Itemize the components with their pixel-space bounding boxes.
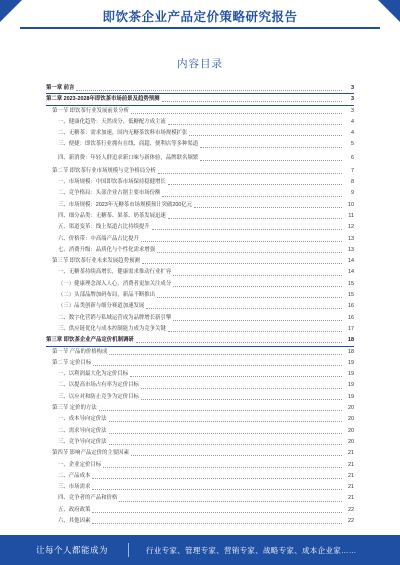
- toc-entry-page: 21: [348, 450, 354, 457]
- toc-entry-page: 3: [351, 85, 354, 91]
- toc-entry[interactable]: [46, 403, 354, 414]
- toc-entry-page: 19: [348, 359, 354, 366]
- toc-entry-page: 13: [348, 246, 354, 253]
- toc-entry[interactable]: [46, 347, 354, 358]
- toc-entry[interactable]: [46, 106, 354, 117]
- toc-entry-page: 15: [348, 292, 354, 299]
- toc-entry[interactable]: [46, 358, 354, 369]
- toc-entry-page: 3: [351, 107, 354, 114]
- toc-entry-page: 14: [348, 269, 354, 276]
- toc-leader-dots: [200, 147, 342, 148]
- toc-entry-label: 四、新消费：年轻人群追求新口味与新体验，品牌联名频繁: [58, 154, 199, 161]
- toc-entry-page: 20: [348, 438, 354, 445]
- toc-leader-dots: [189, 135, 342, 136]
- toc-entry-page: 20: [348, 427, 354, 434]
- toc-leader-dots: [76, 90, 342, 91]
- toc-entry[interactable]: [46, 301, 354, 312]
- toc-entry-label: 二、无糖茶：需求加速，国内无糖茶饮料市场规模扩张: [58, 130, 188, 137]
- toc-entry-page: 4: [351, 130, 354, 137]
- toc-entry[interactable]: [46, 256, 354, 267]
- toc-entry[interactable]: [46, 222, 354, 233]
- toc-entry[interactable]: [46, 313, 354, 324]
- toc-leader-dots: [173, 286, 342, 287]
- toc-leader-dots: [168, 218, 342, 219]
- toc-entry-page: 19: [348, 382, 354, 389]
- toc-leader-dots: [130, 376, 342, 377]
- toc-entry-label: 一、以利润最大化为定价目标: [58, 371, 129, 378]
- toc-leader-dots: [92, 512, 342, 513]
- toc-entry-page: 4: [351, 118, 354, 125]
- toc-entry-page: 10: [348, 201, 354, 208]
- toc-leader-dots: [92, 489, 342, 490]
- toc-entry[interactable]: [46, 177, 354, 188]
- toc-leader-dots: [173, 320, 342, 321]
- toc-leader-dots: [157, 252, 342, 253]
- toc-entry[interactable]: [46, 448, 354, 459]
- toc-entry-label: 第三节 定价的方法: [52, 405, 97, 412]
- toc-leader-dots: [168, 331, 342, 332]
- toc-entry[interactable]: [46, 267, 354, 278]
- toc-leader-dots: [157, 297, 342, 298]
- toc-entry-label: （一）健康理念深入人心，消费者更加关注成分: [58, 280, 172, 287]
- toc-entry-page: 18: [348, 337, 354, 344]
- table-of-contents: [46, 83, 354, 527]
- toc-entry-page: 15: [348, 280, 354, 287]
- toc-leader-dots: [162, 196, 342, 197]
- toc-entry[interactable]: [46, 369, 354, 380]
- toc-entry[interactable]: [46, 392, 354, 403]
- toc-leader-dots: [92, 523, 342, 524]
- toc-entry[interactable]: [46, 516, 354, 527]
- toc-entry[interactable]: [46, 139, 354, 150]
- toc-entry-label: 第二章 2023-2028年即饮茶市场前景及趋势预测: [46, 96, 160, 103]
- toc-entry-page: 18: [348, 348, 354, 355]
- toc-entry-label: 二、产品成本: [58, 472, 91, 479]
- toc-leader-dots: [194, 207, 342, 208]
- toc-leader-dots: [109, 421, 342, 422]
- toc-entry-label: 一、健康化趋势：天然成分、低糖配方成主流: [58, 118, 166, 125]
- toc-leader-dots: [103, 467, 342, 468]
- toc-entry-page: 8: [351, 179, 354, 186]
- toc-entry[interactable]: [46, 437, 354, 448]
- toc-entry-page: 22: [348, 517, 354, 524]
- toc-entry-label: 二、竞争格局：头部企业占据主要市场份额: [58, 190, 161, 197]
- toc-entry[interactable]: [46, 151, 354, 166]
- toc-entry-page: 20: [348, 416, 354, 423]
- toc-entry-label: （三）品类创新与细分赛道加速发展: [58, 303, 145, 310]
- toc-leader-dots: [141, 399, 342, 400]
- toc-leader-dots: [141, 241, 342, 242]
- toc-entry-label: 第三节 即饮茶行业未来发展趋势预测: [52, 258, 140, 265]
- toc-entry[interactable]: [46, 324, 354, 335]
- toc-entry-label: 三、市场规模：2023年无糖茶市场规模预计突破200亿元: [58, 201, 193, 208]
- toc-entry[interactable]: [46, 380, 354, 391]
- footer-divider: [128, 543, 129, 557]
- toc-entry[interactable]: [46, 505, 354, 516]
- toc-leader-dots: [146, 308, 342, 309]
- toc-entry-page: 19: [348, 393, 354, 400]
- toc-entry-page: 6: [351, 154, 354, 161]
- toc-entry-label: 二、以提高市场占有率为定价目标: [58, 382, 139, 389]
- toc-entry-page: 22: [348, 506, 354, 513]
- toc-leader-dots: [168, 124, 342, 125]
- toc-leader-dots: [168, 184, 342, 185]
- toc-heading: 内容目录: [177, 58, 223, 70]
- toc-entry[interactable]: [46, 471, 354, 482]
- toc-entry-page: 21: [348, 461, 354, 468]
- toc-entry-label: 六、其他因素: [58, 517, 91, 524]
- toc-entry-page: 13: [348, 235, 354, 242]
- toc-entry-label: 一、市场规模：中国即饮茶市场保持稳健增长: [58, 179, 166, 186]
- toc-leader-dots: [119, 501, 342, 502]
- toc-entry-label: 第一节 即饮茶行业发展前景分析: [52, 107, 129, 114]
- toc-leader-dots: [200, 160, 342, 161]
- toc-entry-label: 一、企业定价目标: [58, 461, 102, 468]
- toc-entry-label: 七、消费升级：品质化与个性化需求增强: [58, 246, 156, 253]
- toc-entry-page: 21: [348, 484, 354, 491]
- toc-leader-dots: [92, 478, 342, 479]
- toc-entry-label: 三、以应对和防止竞争为定价目标: [58, 393, 139, 400]
- toc-entry[interactable]: [46, 279, 354, 290]
- toc-entry-label: 三、竞争导向定价法: [58, 438, 107, 445]
- toc-leader-dots: [141, 388, 342, 389]
- toc-entry[interactable]: [46, 211, 354, 222]
- toc-entry[interactable]: [46, 482, 354, 493]
- toc-leader-dots: [99, 410, 342, 411]
- toc-entry-page: 19: [348, 371, 354, 378]
- footer-tags: 行业专家、管理专家、营销专家、战略专家、成本企业家……: [146, 546, 357, 555]
- toc-entry[interactable]: [46, 426, 354, 437]
- toc-entry-label: 二、数字化营销与私域运营成为品牌增长新引擎: [58, 314, 172, 321]
- toc-entry-label: 第二节 即饮茶行业市场规模与竞争格局分析: [52, 167, 156, 174]
- toc-entry-page: 5: [351, 141, 354, 148]
- toc-leader-dots: [131, 455, 342, 456]
- toc-entry-label: 三、便捷：即饮茶行业拥有在线、商超、便利店等多种渠道: [58, 141, 199, 148]
- toc-entry[interactable]: [46, 94, 354, 105]
- toc-entry[interactable]: [46, 188, 354, 199]
- toc-entry[interactable]: [46, 234, 354, 245]
- toc-entry-page: 12: [348, 224, 354, 231]
- toc-entry-label: 四、细分品类：无糖茶、果茶、奶茶发展迅速: [58, 212, 166, 219]
- toc-leader-dots: [173, 275, 342, 276]
- toc-entry-label: 第一章 前言: [46, 85, 75, 91]
- toc-entry-label: 五、渠道变革：线上渠道占比持续提升: [58, 224, 150, 231]
- toc-entry-label: 五、政府政策: [58, 506, 91, 513]
- toc-entry-label: 第一节 产品的价格构成: [52, 348, 108, 355]
- toc-entry[interactable]: [46, 335, 354, 346]
- toc-leader-dots: [109, 433, 342, 434]
- toc-entry[interactable]: [46, 290, 354, 301]
- toc-entry-label: 三、供应链优化与成本控制能力成为竞争关键: [58, 325, 166, 332]
- toc-entry[interactable]: [46, 493, 354, 504]
- footer-slogan: 让每个人都能成为: [36, 545, 109, 555]
- toc-entry-page: 21: [348, 472, 354, 479]
- toc-entry-page: 14: [348, 258, 354, 265]
- toc-entry[interactable]: [46, 460, 354, 471]
- report-title: 即饮茶企业产品定价策略研究报告: [102, 10, 298, 24]
- toc-entry-label: 三、市场需求: [58, 484, 91, 491]
- toc-entry[interactable]: [46, 245, 354, 256]
- toc-leader-dots: [142, 263, 342, 264]
- toc-entry-label: 六、价格带：中高端产品占比提升: [58, 235, 139, 242]
- toc-entry[interactable]: [46, 166, 354, 177]
- toc-entry-label: （二）头部品牌加码布局，新品不断推出: [58, 292, 156, 299]
- toc-entry[interactable]: [46, 83, 354, 94]
- page-header: [0, 0, 400, 30]
- toc-entry-page: 16: [348, 314, 354, 321]
- toc-entry-page: 17: [348, 325, 354, 332]
- toc-entry-label: 一、无糖茶持续高增长，健康需求推动行业扩容: [58, 269, 172, 276]
- toc-leader-dots: [93, 365, 342, 366]
- toc-entry-label: 一、成本导向定价法: [58, 416, 107, 423]
- toc-entry-page: 21: [348, 495, 354, 502]
- toc-leader-dots: [152, 229, 342, 230]
- toc-entry-label: 二、需求导向定价法: [58, 427, 107, 434]
- toc-entry-label: 第四节 影响产品定价的主要因素: [52, 450, 129, 457]
- toc-entry-label: 第三章 即饮茶企业产品定价机制调研: [46, 337, 134, 344]
- toc-entry[interactable]: [46, 200, 354, 211]
- toc-entry[interactable]: [46, 414, 354, 425]
- toc-entry[interactable]: [46, 117, 354, 128]
- toc-entry-page: 9: [351, 190, 354, 197]
- toc-leader-dots: [109, 444, 342, 445]
- toc-leader-dots: [162, 101, 342, 102]
- toc-leader-dots: [158, 173, 342, 174]
- toc-entry-page: 11: [348, 212, 354, 219]
- page-footer: [0, 535, 400, 565]
- toc-entry[interactable]: [46, 128, 354, 139]
- toc-entry-label: 四、竞争者的产品和价格: [58, 495, 118, 502]
- toc-leader-dots: [109, 354, 342, 355]
- toc-entry-page: 3: [351, 96, 354, 103]
- toc-leader-dots: [131, 113, 342, 114]
- toc-entry-page: 7: [351, 167, 354, 174]
- toc-entry-label: 第二节 定价目标: [52, 359, 92, 366]
- toc-entry-page: 16: [348, 303, 354, 310]
- toc-entry-page: 20: [348, 405, 354, 412]
- header-divider: [20, 27, 380, 29]
- toc-leader-dots: [136, 342, 342, 343]
